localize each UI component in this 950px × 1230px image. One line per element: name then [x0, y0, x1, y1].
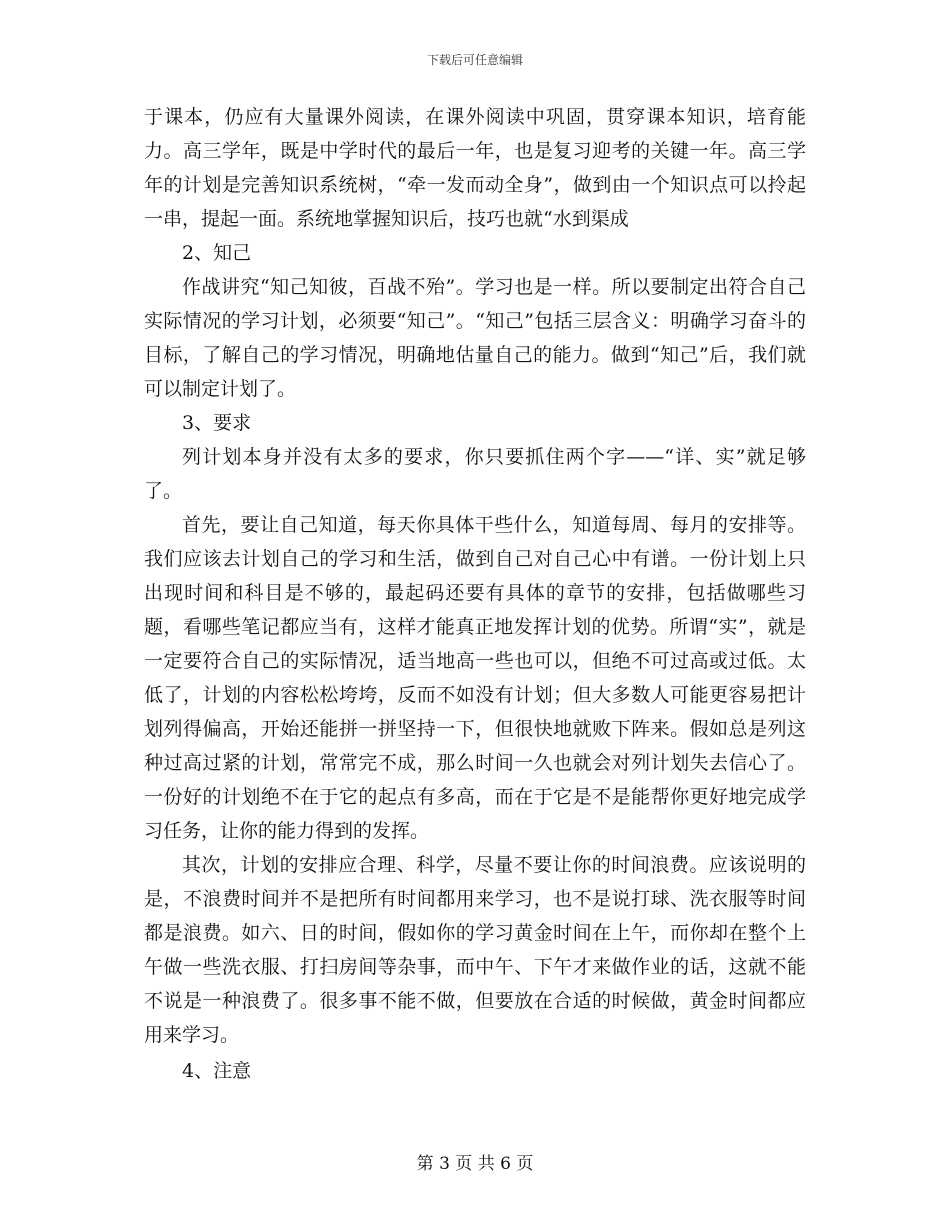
section-heading-zhuyi: 4、注意	[182, 1060, 252, 1082]
page-header: 下载后可任意编辑	[426, 53, 523, 67]
paragraph-yaoqiu-intro: 列计划本身并没有太多的要求，你只要抓住两个字——“详、实”就足够了。	[144, 446, 806, 502]
paragraph-zhiji: 作战讲究“知己知彼，百战不殆”。学习也是一样。所以要制定出符合自己实际情况的学习计划，必须要“知己”。“知己”包括三层含义：明确学习奋斗的目标，了解自己的学习情况，明确地估量自己的能力。做到“知己”后，我们就可以制定计划了。	[144, 276, 806, 400]
paragraph-shouxian: 首先，要让自己知道，每天你具体干些什么，知道每周、每月的安排等。我们应该去计划自己的学习和生活，做到自己对自己心中有谱。一份计划上只出现时间和科目是不够的，最起码还要有具体的章节的安排，包括做哪些习题，看哪些笔记都应当有，这样才能真正地发挥计划的优势。所谓“实”，就是一定要符合自己的实际情况，适当地高一些也可以，但绝不可过高或过低。太低了，计划的内容松松垮垮，反而不如没有计划；但大多数人可能更容易把计划列得偏高，开始还能拼一拼坚持一下，但很快地就败下阵来。假如总是列这种过高过紧的计划，常常完不成，那么时间一久也就会对列计划失去信心了。一份好的计划绝不在于它的起点有多高，而在于它是不是能帮你更好地完成学习任务，让你的能力得到的发挥。	[144, 514, 806, 842]
paragraph-qici: 其次，计划的安排应合理、科学，尽量不要让你的时间浪费。应该说明的是，不浪费时间并不是把所有时间都用来学习，也不是说打球、洗衣服等时间都是浪费。如六、日的时间，假如你的学习黄金时间在上午，而你却在整个上午做一些洗衣服、打扫房间等杂事，而中午、下午才来做作业的话，这就不能不说是一种浪费了。很多事不能不做，但要放在合适的时候做，黄金时间都应用来学习。	[144, 854, 806, 1046]
section-heading-yaoqiu: 3、要求	[182, 412, 252, 434]
paragraph-continued: 于课本，仍应有大量课外阅读，在课外阅读中巩固，贯穿课本知识，培育能力。高三学年，既是中学时代的最后一年，也是复习迎考的关键一年。高三学年的计划是完善知识系统树，“牵一发而动全身”，做到由一个知识点可以拎起一串，提起一面。系统地掌握知识后，技巧也就“水到渠成	[144, 106, 806, 230]
document-body	[144, 100, 806, 1088]
page-number-footer: 第 3 页 共 6 页	[416, 1154, 534, 1174]
section-heading-zhiji: 2、知己	[182, 242, 252, 264]
